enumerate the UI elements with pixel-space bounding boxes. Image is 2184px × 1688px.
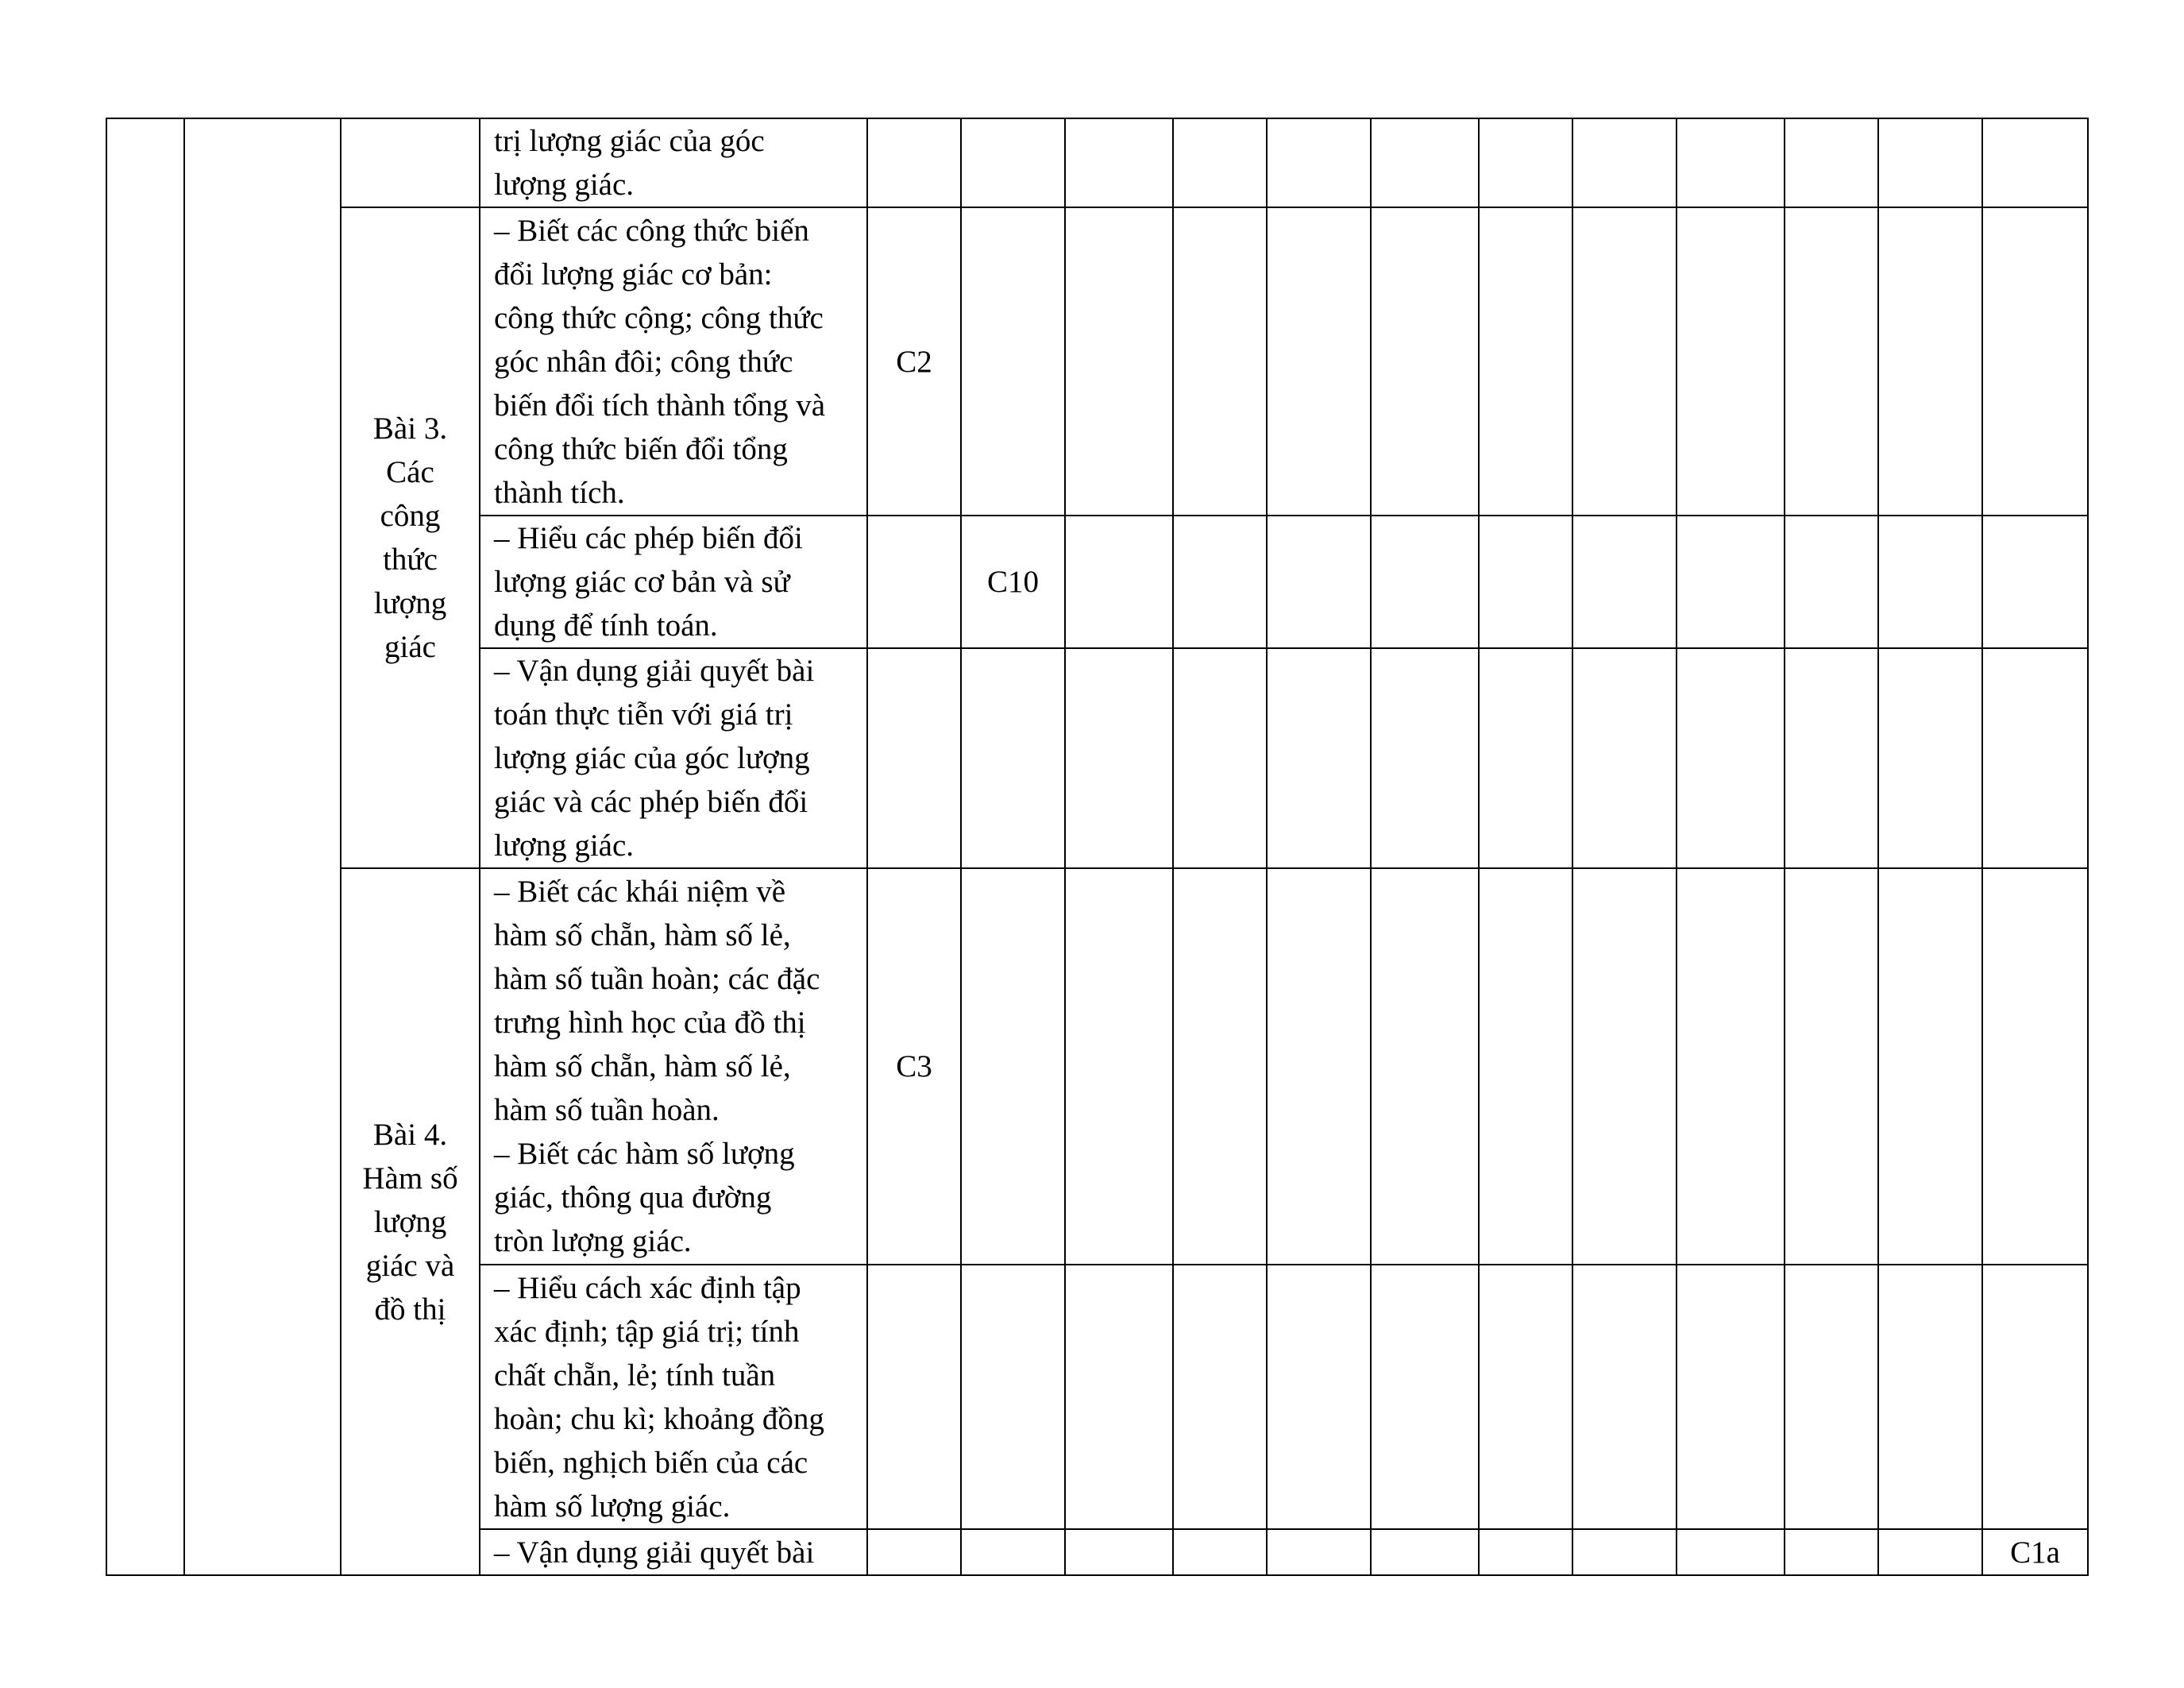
empty-cell [1479, 648, 1572, 868]
lesson-4-cell: Bài 4. Hàm số lượng giác và đồ thị [341, 868, 480, 1575]
assessment-matrix-table [106, 118, 2089, 1576]
empty-cell [1267, 648, 1371, 868]
empty-cell [1982, 1265, 2088, 1529]
empty-cell [1267, 118, 1371, 207]
empty-cell [1677, 207, 1785, 516]
table-row [106, 868, 2088, 1265]
empty-cell [1065, 207, 1173, 516]
lesson-3-cell: Bài 3. Các công thức lượng giác [341, 207, 480, 868]
empty-cell [961, 1529, 1065, 1575]
empty-cell [1785, 1265, 1878, 1529]
empty-cell [867, 1265, 961, 1529]
empty-cell [961, 207, 1065, 516]
empty-cell [1371, 118, 1479, 207]
empty-cell [1267, 1529, 1371, 1575]
empty-cell [1479, 118, 1572, 207]
empty-cell [1572, 516, 1677, 648]
empty-cell [961, 1265, 1065, 1529]
table-row [106, 118, 2088, 207]
requirement-cell: – Hiểu cách xác định tập xác định; tập giá trị; tính chất chẵn, lẻ; tính tuần hoàn; chu kì; khoảng đồng biến, nghịch biến của các hàm số lượng giác. [480, 1265, 867, 1529]
requirement-cell: trị lượng giác của góc lượng giác. [480, 118, 867, 207]
empty-cell [1065, 516, 1173, 648]
empty-cell [1677, 516, 1785, 648]
empty-cell [1479, 207, 1572, 516]
empty-cell [1677, 118, 1785, 207]
empty-cell [1065, 868, 1173, 1265]
empty-cell [1878, 207, 1982, 516]
empty-cell [1785, 868, 1878, 1265]
question-code-cell: C3 [867, 868, 961, 1265]
requirement-cell: – Hiểu các phép biến đổi lượng giác cơ bản và sử dụng để tính toán. [480, 516, 867, 648]
requirement-cell: – Vận dụng giải quyết bài toán thực tiễn với giá trị lượng giác của góc lượng giác và các phép biến đổi lượng giác. [480, 648, 867, 868]
topic-number-cell [106, 118, 184, 1575]
empty-cell [1572, 1529, 1677, 1575]
empty-cell [867, 118, 961, 207]
empty-cell [1173, 1529, 1267, 1575]
empty-cell [1572, 207, 1677, 516]
empty-cell [1173, 118, 1267, 207]
empty-cell [1173, 207, 1267, 516]
empty-cell [1878, 1529, 1982, 1575]
empty-cell [867, 1529, 961, 1575]
empty-cell [1065, 1529, 1173, 1575]
empty-cell [1371, 207, 1479, 516]
empty-cell [1677, 868, 1785, 1265]
requirement-cell: – Biết các khái niệm về hàm số chẵn, hàm số lẻ, hàm số tuần hoàn; các đặc trưng hình học của đồ thị hàm số chẵn, hàm số lẻ, hàm số tuần hoàn. – Biết các hàm số lượng giác, thông qua đường tròn lượng giác. [480, 868, 867, 1265]
empty-cell [1371, 1265, 1479, 1529]
empty-cell [961, 648, 1065, 868]
requirement-cell: – Vận dụng giải quyết bài [480, 1529, 867, 1575]
empty-cell [1785, 1529, 1878, 1575]
empty-cell [1479, 516, 1572, 648]
empty-cell [1677, 1529, 1785, 1575]
empty-cell [1479, 868, 1572, 1265]
empty-cell [1785, 207, 1878, 516]
empty-cell [1267, 207, 1371, 516]
empty-cell [867, 648, 961, 868]
empty-cell [1371, 1529, 1479, 1575]
empty-cell [1479, 1265, 1572, 1529]
empty-cell [1065, 118, 1173, 207]
empty-cell [1878, 868, 1982, 1265]
empty-cell [1267, 1265, 1371, 1529]
empty-cell [1878, 516, 1982, 648]
requirement-cell: – Biết các công thức biến đổi lượng giác cơ bản: công thức cộng; công thức góc nhân đôi; công thức biến đổi tích thành tổng và công thức biến đổi tổng thành tích. [480, 207, 867, 516]
empty-cell [961, 118, 1065, 207]
empty-cell [1173, 516, 1267, 648]
empty-cell [1173, 1265, 1267, 1529]
chapter-cell [184, 118, 341, 1575]
empty-cell [1572, 868, 1677, 1265]
empty-cell [1785, 118, 1878, 207]
empty-cell [1267, 516, 1371, 648]
empty-cell [1479, 1529, 1572, 1575]
lesson-cell [341, 118, 480, 207]
question-code-cell: C10 [961, 516, 1065, 648]
empty-cell [1982, 118, 2088, 207]
empty-cell [1267, 868, 1371, 1265]
empty-cell [1371, 868, 1479, 1265]
empty-cell [1785, 516, 1878, 648]
empty-cell [1982, 648, 2088, 868]
empty-cell [1982, 207, 2088, 516]
empty-cell [961, 868, 1065, 1265]
empty-cell [1572, 118, 1677, 207]
empty-cell [1065, 648, 1173, 868]
question-code-cell: C2 [867, 207, 961, 516]
empty-cell [1572, 648, 1677, 868]
empty-cell [1371, 516, 1479, 648]
empty-cell [1173, 868, 1267, 1265]
empty-cell [867, 516, 961, 648]
empty-cell [1065, 1265, 1173, 1529]
question-code-cell: C1a [1982, 1529, 2088, 1575]
table-row [106, 207, 2088, 516]
empty-cell [1982, 868, 2088, 1265]
empty-cell [1878, 1265, 1982, 1529]
empty-cell [1572, 1265, 1677, 1529]
empty-cell [1785, 648, 1878, 868]
empty-cell [1878, 118, 1982, 207]
empty-cell [1677, 1265, 1785, 1529]
empty-cell [1173, 648, 1267, 868]
empty-cell [1677, 648, 1785, 868]
empty-cell [1371, 648, 1479, 868]
empty-cell [1878, 648, 1982, 868]
empty-cell [1982, 516, 2088, 648]
